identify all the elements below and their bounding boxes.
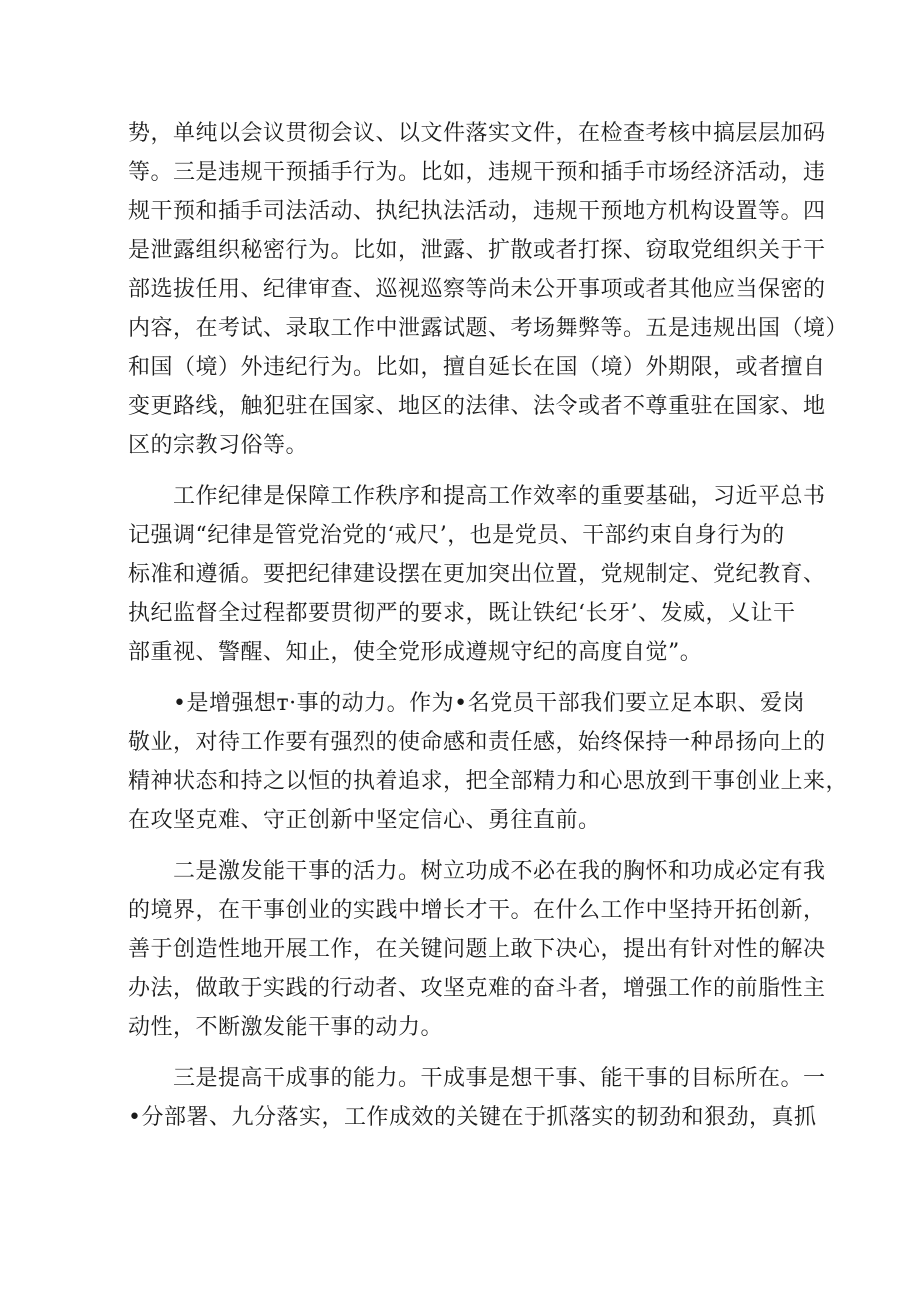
text-line: 二是激发能干事的活力。树立功成不必在我的胸怀和功成必定有我 (128, 859, 826, 884)
text-line: 动性，不断激发能干事的动力。 (128, 1015, 444, 1040)
text-line: 和国（境）外违纪行为。比如，擅自延长在国（境）外期限，或者擅自 (128, 355, 826, 380)
text-line: 精神状态和持之以恒的执着追求，把全部精力和心思放到干事创业上来， (128, 769, 849, 794)
text-line: 变更路线，触犯驻在国家、地区的法律、法令或者不尊重驻在国家、地 (128, 394, 826, 419)
text-line: •分部署、九分落实，工作成效的关键在于抓落实的韧劲和狠劲，真抓 (128, 1105, 817, 1130)
paragraph-4 (128, 852, 826, 1047)
text-line: 善于创造性地开展工作，在关键问题上敢下决心，提出有针对性的解决 (128, 937, 826, 962)
text-line: 记强调“纪律是管党治党的‘戒尺’，也是党员、干部约束自身行为的 (128, 523, 785, 548)
text-line: 三是提高干成事的能力。干成事是想干事、能干事的目标所在。一 (128, 1066, 826, 1091)
text-line: •是增强想т·事的动力。作为•名党员干部我们要立足本职、爱岗 (128, 691, 806, 716)
text-line: 规干预和插手司法活动、执纪执法活动，违规干预地方机构设置等。四 (128, 199, 826, 224)
text-line: 是泄露组织秘密行为。比如，泄露、扩散或者打探、窃取党组织关于干 (128, 238, 826, 263)
text-line: 内容，在考试、录取工作中泄露试题、考场舞弊等。五是违规出国（境） (128, 316, 849, 341)
text-line: 执纪监督全过程都要贯彻严的要求，既让铁纪‘长牙’、发威，乂让干 (128, 601, 796, 626)
text-line: 标准和遵循。要把纪律建设摆在更加突出位置，党规制定、党纪教育、 (128, 562, 826, 587)
text-line: 敬业，对待工作要有强烈的使命感和责任感，始终保持一种昂扬向上的 (128, 730, 826, 755)
document-body (128, 114, 849, 1149)
text-line: 的境界，在干事创业的实践中增长才干。在什么工作中坚持开拓创新， (128, 898, 826, 923)
text-line: 区的宗教习俗等。 (128, 433, 309, 458)
paragraph-3 (128, 684, 849, 840)
text-line: 部选拔任用、纪律审查、巡视巡察等尚未公开事项或者其他应当保密的 (128, 277, 826, 302)
text-line: 在攻坚克难、守正创新中坚定信心、勇往直前。 (128, 808, 601, 833)
text-line: 部重视、警醒、知止，使全党形成遵规守纪的高度自觉”。 (128, 640, 703, 665)
text-line: 办法，做敢于实践的行动者、攻坚克难的奋斗者，增强工作的前脂性主 (128, 976, 826, 1001)
text-line: 工作纪律是保障工作秩序和提高工作效率的重要基础，习近平总书 (128, 484, 826, 509)
paragraph-1 (128, 114, 849, 465)
text-line: 势，单纯以会议贯彻会议、以文件落实文件，在检查考核中搞层层加码 (128, 121, 826, 146)
paragraph-5 (128, 1059, 826, 1137)
text-line: 等。三是违规干预插手行为。比如，违规干预和插手市场经济活动，违 (128, 160, 826, 185)
paragraph-2 (128, 477, 826, 672)
